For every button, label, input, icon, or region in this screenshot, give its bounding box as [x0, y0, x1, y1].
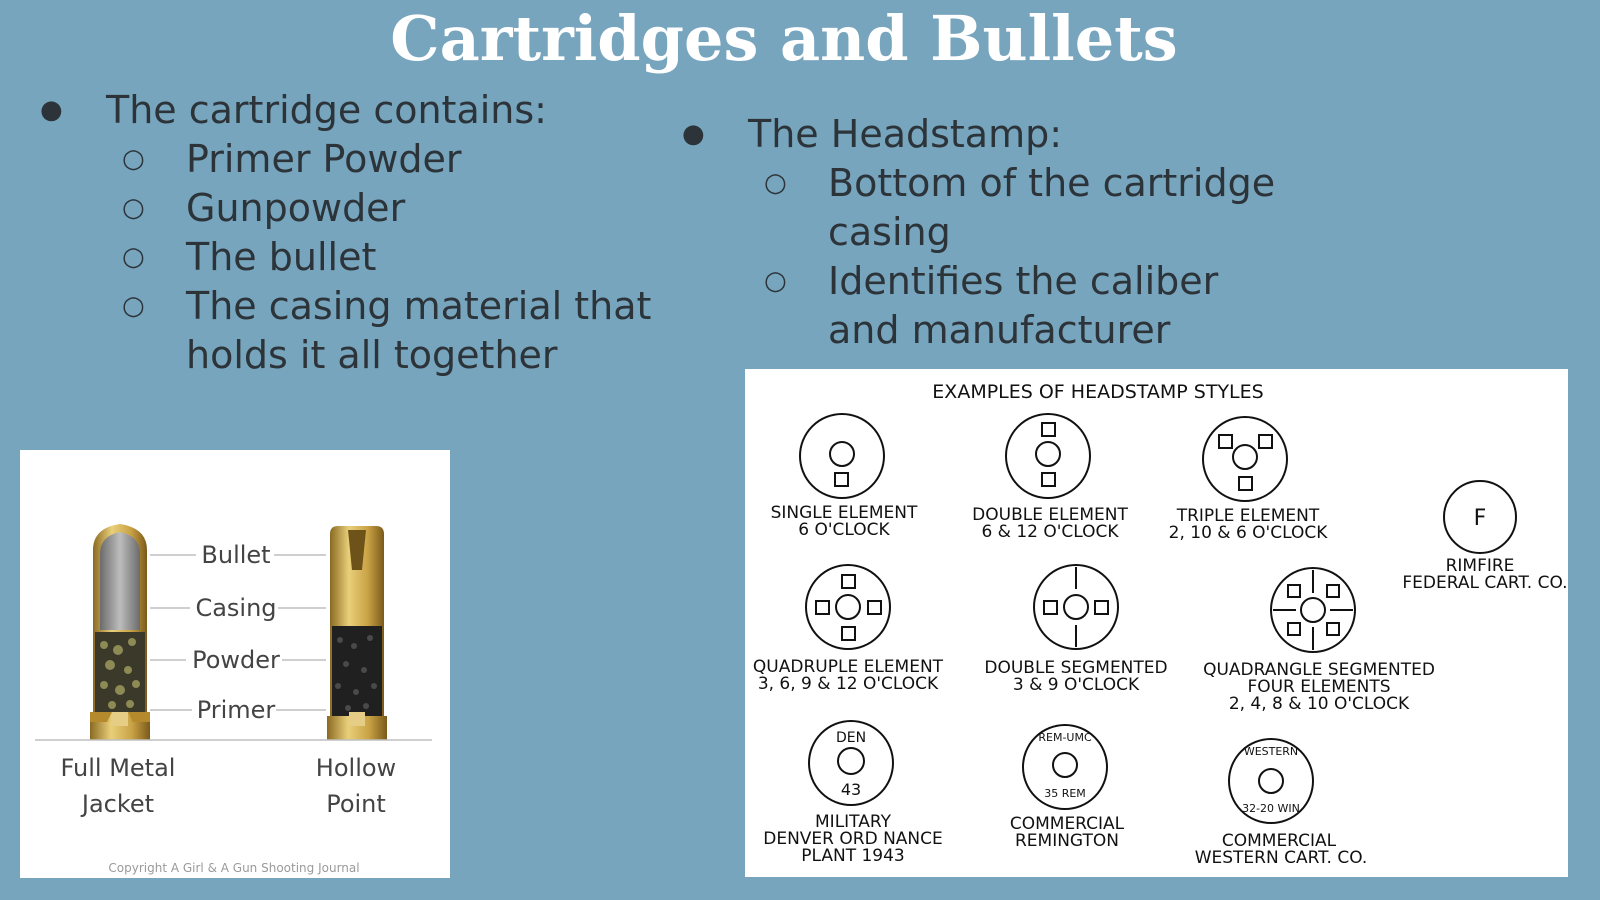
quadrangle-segmented-detail: FOUR ELEMENTS: [1247, 677, 1391, 697]
quadrangle-segmented-name: QUADRANGLE SEGMENTED: [1203, 660, 1435, 680]
full-metal-jacket-line1: Full Metal: [60, 754, 176, 782]
remington-detail: REMINGTON: [1014, 831, 1120, 851]
single-element-detail: 6 O'CLOCK: [798, 520, 890, 540]
remington-name: COMMERCIAL: [1009, 814, 1125, 834]
military-bottom-text: 43: [840, 780, 862, 799]
sub-item-bottom-of-casing: ○ Bottom of the cartridge casing: [686, 159, 1326, 257]
sub-item-gunpowder: ○ Gunpowder: [44, 184, 664, 233]
western-top-text: WESTERN: [1243, 745, 1299, 758]
double-element-headstamp: [1006, 414, 1090, 498]
slide-title: Cartridges and Bullets: [390, 2, 1178, 75]
cartridge-illustration: [20, 450, 450, 878]
double-element-name: DOUBLE ELEMENT: [972, 505, 1128, 525]
quadruple-element-headstamp: [806, 565, 890, 649]
quadruple-element-detail: 3, 6, 9 & 12 O'CLOCK: [757, 674, 939, 694]
triple-element-detail: 2, 10 & 6 O'CLOCK: [1168, 523, 1328, 543]
quadrangle-segmented-detail2: 2, 4, 8 & 10 O'CLOCK: [1228, 694, 1410, 714]
full-metal-jacket-line2: Jacket: [81, 790, 155, 818]
double-element-detail: 6 & 12 O'CLOCK: [981, 522, 1119, 542]
headstamp-diagram: [745, 369, 1568, 877]
rimfire-name: RIMFIRE: [1445, 556, 1515, 576]
cartridge-diagram: [20, 450, 450, 878]
double-segmented-headstamp: [1034, 565, 1118, 649]
hollow-point-line2: Point: [326, 790, 386, 818]
sub-item-identifies-caliber: ○ Identifies the caliber and manufacturer: [686, 257, 1326, 355]
hollow-point-cartridge: [327, 526, 387, 740]
military-detail: DENVER ORD NANCE: [763, 829, 943, 849]
military-top-text: DEN: [835, 730, 867, 746]
western-name: COMMERCIAL: [1221, 831, 1337, 851]
double-segmented-name: DOUBLE SEGMENTED: [984, 658, 1168, 678]
quadrangle-segmented-headstamp: [1271, 568, 1355, 652]
full-metal-jacket-cartridge: [90, 524, 150, 740]
double-segmented-detail: 3 & 9 O'CLOCK: [1012, 675, 1140, 695]
label-bullet: Bullet: [201, 541, 271, 569]
hollow-point-line1: Hollow: [315, 754, 397, 782]
bullet-cartridge-contains: ● The cartridge contains:: [44, 86, 664, 135]
label-primer: Primer: [196, 696, 276, 724]
headstamp-illustration: [745, 369, 1568, 877]
remington-bottom-text: 35 REM: [1044, 787, 1086, 800]
headstamp-title: EXAMPLES OF HEADSTAMP STYLES: [932, 381, 1264, 403]
sub-item-casing-material: ○ The casing material that holds it all together: [44, 282, 664, 380]
western-detail: WESTERN CART. CO.: [1194, 848, 1368, 868]
quadruple-element-name: QUADRUPLE ELEMENT: [752, 657, 944, 677]
label-powder: Powder: [192, 646, 280, 674]
copyright-text: Copyright A Girl & A Gun Shooting Journal: [108, 861, 360, 875]
remington-top-text: REM-UMC: [1038, 731, 1092, 744]
triple-element-name: TRIPLE ELEMENT: [1176, 506, 1320, 526]
label-casing: Casing: [195, 594, 277, 622]
sub-item-primer-powder: ○ Primer Powder: [44, 135, 664, 184]
left-bullet-list: [44, 86, 664, 380]
rimfire-detail: FEDERAL CART. CO.: [1402, 573, 1568, 593]
single-element-name: SINGLE ELEMENT: [770, 503, 918, 523]
western-bottom-text: 32-20 WIN: [1242, 802, 1300, 815]
right-bullet-list: [686, 110, 1326, 355]
triple-element-headstamp: [1203, 417, 1287, 501]
rimfire-mark: F: [1473, 506, 1487, 531]
bullet-headstamp: ● The Headstamp:: [686, 110, 1326, 159]
single-element-headstamp: [800, 414, 884, 498]
military-detail2: PLANT 1943: [801, 846, 905, 866]
military-name: MILITARY: [815, 812, 891, 832]
sub-item-bullet: ○ The bullet: [44, 233, 664, 282]
